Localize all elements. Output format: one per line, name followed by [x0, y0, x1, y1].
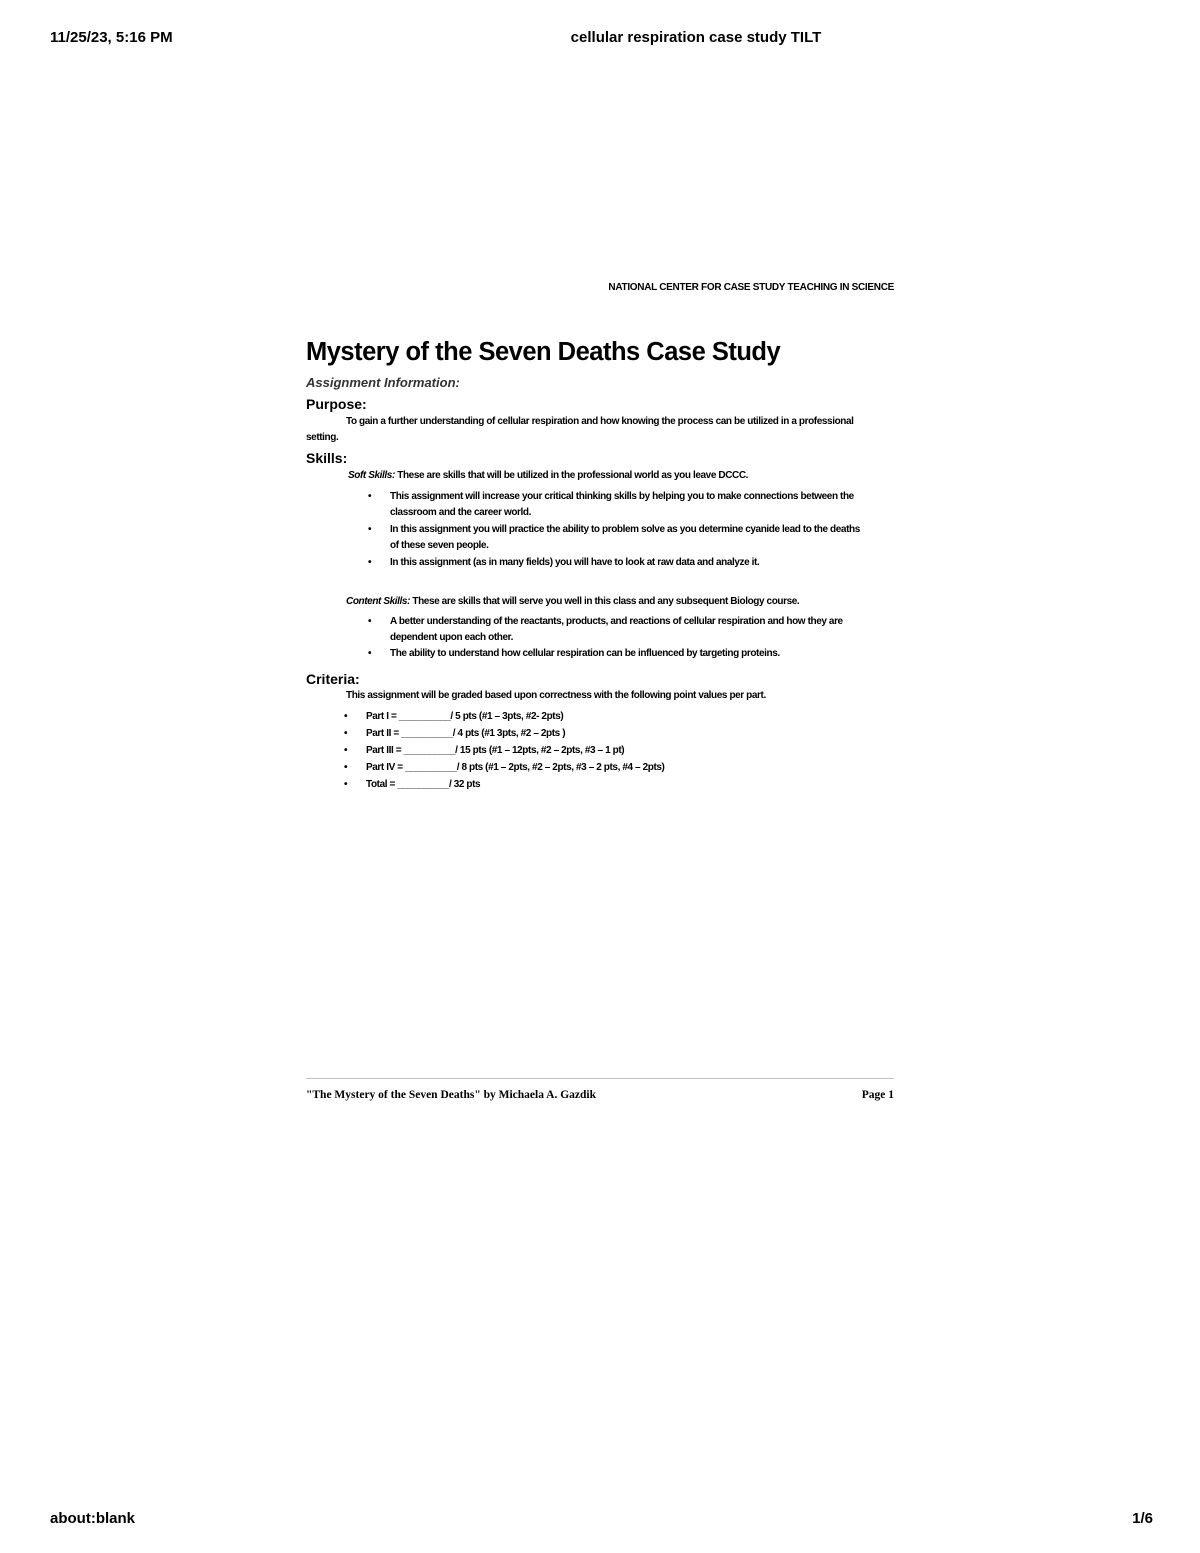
list-item [344, 725, 784, 742]
document-title: Mystery of the Seven Deaths Case Study [306, 338, 781, 366]
list-item: • This assignment will increase your critical thinking skills by helping you to make connections between the classroom and the career world. [368, 489, 868, 521]
purpose-text: To gain a further understanding of cellular respiration and how knowing the process can be utilized in a professional setting. [306, 416, 854, 443]
print-page-count: 1/6 [1132, 1510, 1153, 1527]
document-citation: "The Mystery of the Seven Deaths" by Michaela A. Gazdik [306, 1089, 597, 1101]
organization-header: NATIONAL CENTER FOR CASE STUDY TEACHING IN SCIENCE [608, 282, 894, 293]
list-item [344, 776, 784, 793]
list-item: • In this assignment (as in many fields) you will have to look at raw data and analyze it. [368, 555, 868, 571]
print-document-title: cellular respiration case study TILT [570, 29, 822, 46]
list-item [344, 742, 784, 759]
content-skills-label: Content Skills: [346, 596, 411, 607]
criteria-part-iii: Part III = __________/ 15 pts (#1 – 12pts, #2 – 2pts, #3 – 1 pt) [366, 745, 625, 756]
soft-skills-list [368, 489, 868, 572]
soft-skills-intro [348, 468, 748, 484]
list-item [344, 759, 784, 776]
criteria-intro: This assignment will be graded based upon correctness with the following point values per part. [346, 690, 766, 701]
content-skills-intro [346, 594, 799, 610]
print-datetime: 11/25/23, 5:16 PM [50, 29, 173, 46]
print-footer [0, 1510, 1200, 1534]
assignment-info-heading: Assignment Information: [306, 375, 460, 390]
criteria-part-iv: Part IV = __________/ 8 pts (#1 – 2pts, #2 – 2pts, #3 – 2 pts, #4 – 2pts) [366, 762, 665, 773]
skills-heading: Skills: [306, 450, 348, 466]
purpose-heading: Purpose: [306, 396, 367, 412]
criteria-list [344, 708, 784, 793]
print-header [0, 29, 1200, 53]
criteria-part-ii: Part II = __________/ 4 pts (#1 3pts, #2 – 2pts ) [366, 728, 566, 739]
footer-divider [306, 1078, 894, 1079]
list-item: • In this assignment you will practice the ability to problem solve as you determine cyanide lead to the deaths of these seven people. [368, 522, 868, 554]
content-skills-text: These are skills that will serve you well in this class and any subsequent Biology course. [410, 596, 800, 607]
print-url: about:blank [50, 1510, 135, 1527]
soft-skills-text: These are skills that will be utilized in the professional world as you leave DCCC. [394, 470, 749, 481]
list-item: • The ability to understand how cellular respiration can be influenced by targeting proteins. [368, 646, 888, 662]
criteria-total: Total = __________/ 32 pts [366, 779, 481, 790]
soft-skills-label: Soft Skills: [348, 470, 395, 481]
content-skills-list [368, 614, 888, 662]
criteria-part-i: Part I = __________/ 5 pts (#1 – 3pts, #2- 2pts) [366, 711, 564, 722]
criteria-heading: Criteria: [306, 671, 360, 687]
list-item: • A better understanding of the reactants, products, and reactions of cellular respiration and how they are dependent upon each other. [368, 614, 888, 646]
document-page-number: Page 1 [861, 1089, 894, 1101]
list-item [344, 708, 784, 725]
